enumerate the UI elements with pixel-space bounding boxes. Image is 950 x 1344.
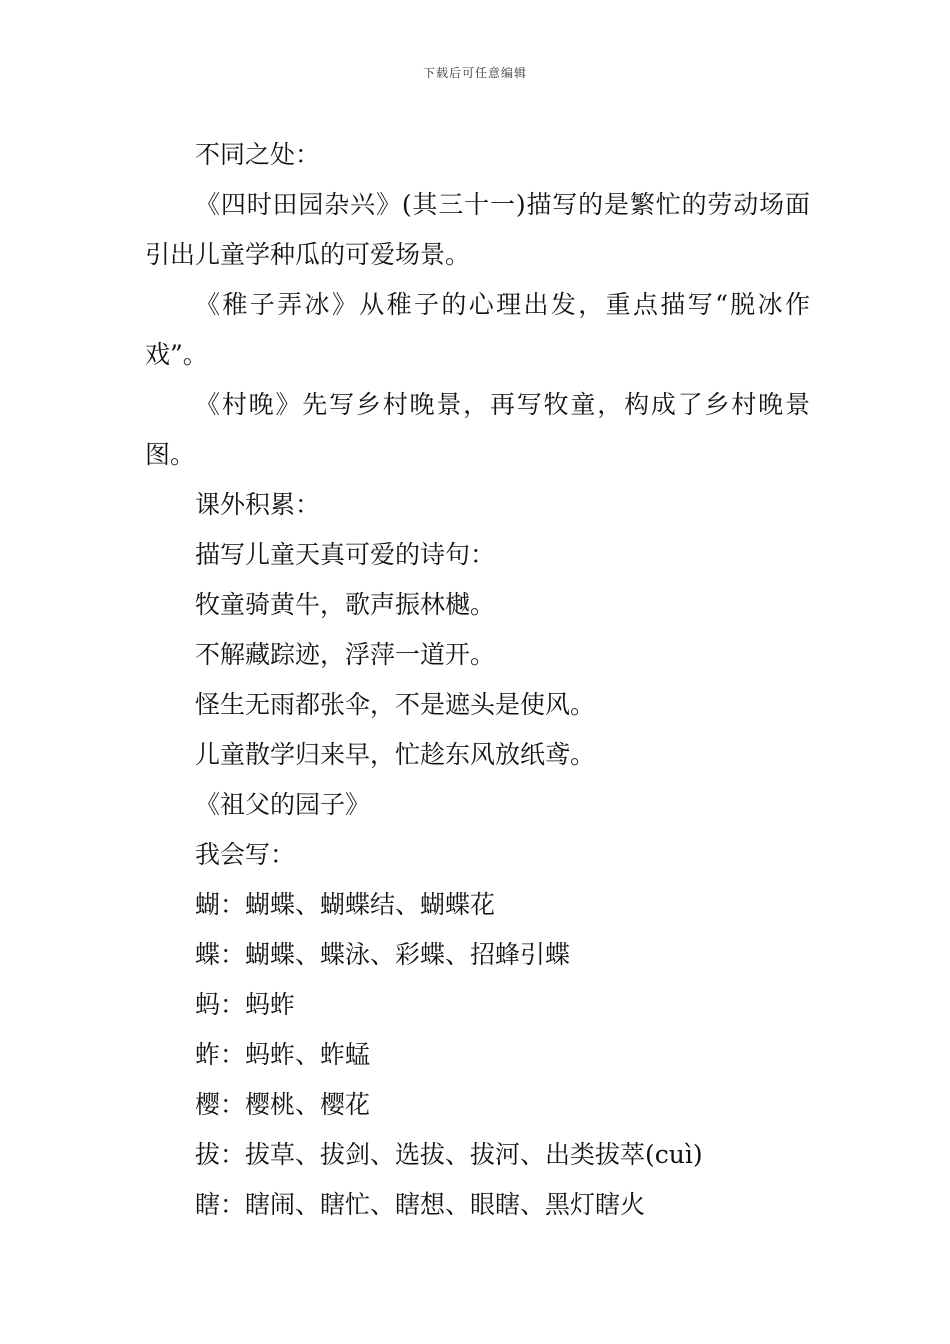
document-body	[145, 130, 810, 1230]
page-header: 下载后可任意编辑	[422, 66, 527, 80]
paragraph-zhizi-nongbing: 《稚子弄冰》从稚子的心理出发，重点描写“脱冰作戏”。	[145, 290, 810, 369]
paragraph-extra-reading-heading: 课外积累：	[195, 490, 321, 519]
word-list-die: 蝶：蝴蝶、蝶泳、彩蝶、招蜂引蝶	[195, 940, 571, 969]
word-list-hu: 蝴：蝴蝶、蝴蝶结、蝴蝶花	[195, 890, 496, 919]
poem-line-4: 儿童散学归来早，忙趁东风放纸鸢。	[195, 740, 596, 769]
paragraph-differences-heading: 不同之处：	[195, 140, 321, 169]
poem-line-2: 不解藏踪迹，浮萍一道开。	[195, 640, 496, 669]
word-list-zha: 蚱：蚂蚱、蚱蜢	[195, 1040, 371, 1069]
lesson-title: 《祖父的园子》	[195, 790, 371, 819]
paragraph-sishi-tianyuan: 《四时田园杂兴》(其三十一)描写的是繁忙的劳动场面引出儿童学种瓜的可爱场景。	[145, 190, 810, 269]
poem-line-1: 牧童骑黄牛，歌声振林樾。	[195, 590, 496, 619]
word-list-xia: 瞎：瞎闹、瞎忙、瞎想、眼瞎、黑灯瞎火	[195, 1190, 646, 1219]
poem-line-3: 怪生无雨都张伞，不是遮头是使风。	[195, 690, 596, 719]
word-list-ba: 拔：拔草、拔剑、选拔、拔河、出类拔萃(cuì)	[195, 1140, 703, 1169]
writing-heading: 我会写：	[195, 840, 296, 869]
paragraph-poem-lines-heading: 描写儿童天真可爱的诗句：	[195, 540, 496, 569]
word-list-ying: 樱：樱桃、樱花	[195, 1090, 371, 1119]
paragraph-cunwan: 《村晚》先写乡村晚景，再写牧童，构成了乡村晚景图。	[145, 390, 810, 469]
word-list-ma: 蚂：蚂蚱	[195, 990, 296, 1019]
